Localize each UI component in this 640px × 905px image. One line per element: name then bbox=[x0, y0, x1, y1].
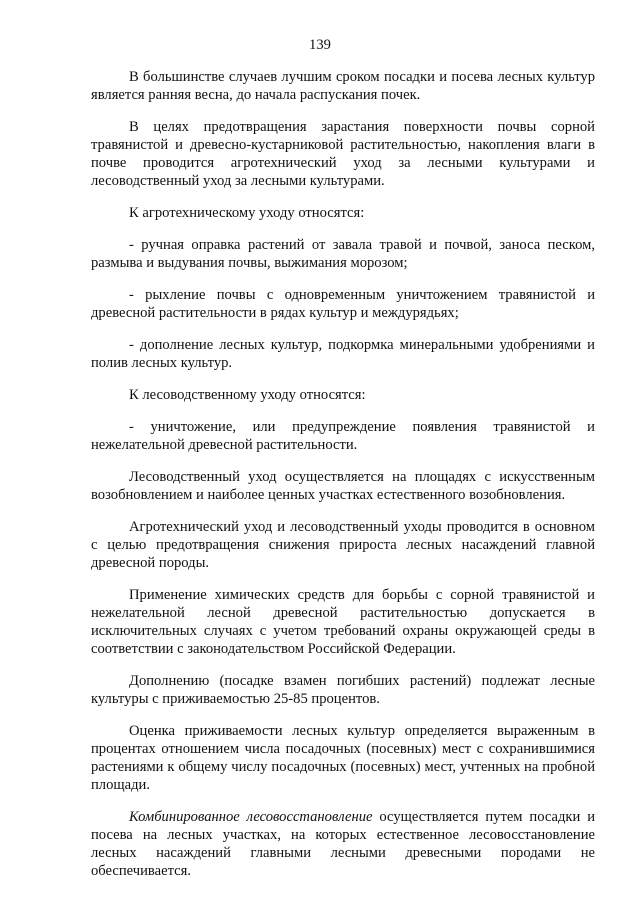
paragraph-survival-assessment: Оценка приживаемости лесных культур определяется выраженным в процентах отношением числа посадочных (посевных) мест с сохранившимися растениями к общему числу посадочных (посевных) мест, учтенных на пробной площади. bbox=[91, 723, 595, 793]
document-body bbox=[91, 68, 595, 894]
paragraph-supplementing-rate: Дополнению (посадке взамен погибших растений) подлежат лесные культуры с приживаемостью 25-85 процентов. bbox=[91, 673, 595, 707]
paragraph-combined-reforestation bbox=[91, 808, 595, 880]
paragraph-silvicultural-areas: Лесоводственный уход осуществляется на площадях с искусственным возобновлением и наиболее ценных участках естественного возобновления. bbox=[91, 469, 595, 503]
paragraph-chemicals: Применение химических средств для борьбы с сорной травянистой и нежелательной лесной древесной растительностью допускается в исключительных случаях с учетом требований охраны окружающей среды в соответствии с законодательством Российской Федерации. bbox=[91, 587, 595, 657]
page-number: 139 bbox=[309, 37, 331, 53]
list-item-supplementing: - дополнение лесных культур, подкормка минеральными удобрениями и полив лесных культур. bbox=[91, 337, 595, 371]
list-item-destruction: - уничтожение, или предупреждение появления травянистой и нежелательной древесной растительности. bbox=[91, 419, 595, 453]
paragraph-silvicultural-heading: К лесоводственному уходу относятся: bbox=[129, 387, 366, 403]
term-combined-reforestation: Комбинированное лесовосстановление bbox=[129, 809, 373, 825]
paragraph-care-purpose: В целях предотвращения зарастания поверхности почвы сорной травянистой и древесно-кустарниковой растительностью, накопления влаги в почве проводится агротехнический уход за лесными культурами и лесоводственный уход за лесными культурами. bbox=[91, 119, 595, 189]
paragraph-care-goal: Агротехнический уход и лесоводственный уходы проводится в основном с целью предотвращения снижения прироста лесных насаждений главной древесной породы. bbox=[91, 519, 595, 571]
list-item-soil-loosening: - рыхление почвы с одновременным уничтожением травянистой и древесной растительности в рядах культур и междурядьях; bbox=[91, 287, 595, 321]
paragraph-planting-season: В большинстве случаев лучшим сроком посадки и посева лесных культур является ранняя весна, до начала распускания почек. bbox=[91, 69, 595, 103]
list-item-manual-straightening: - ручная оправка растений от завала травой и почвой, заноса песком, размыва и выдувания почвы, выжимания морозом; bbox=[91, 237, 595, 271]
paragraph-combined-reforestation-text: осуществляется путем посадки и посева на лесных участках, на которых естественное лесовосстановление лесных насаждений главными лесными древесными породами не обеспечивается. bbox=[91, 809, 596, 879]
paragraph-agrotechnical-heading: К агротехническому уходу относятся: bbox=[129, 205, 365, 221]
